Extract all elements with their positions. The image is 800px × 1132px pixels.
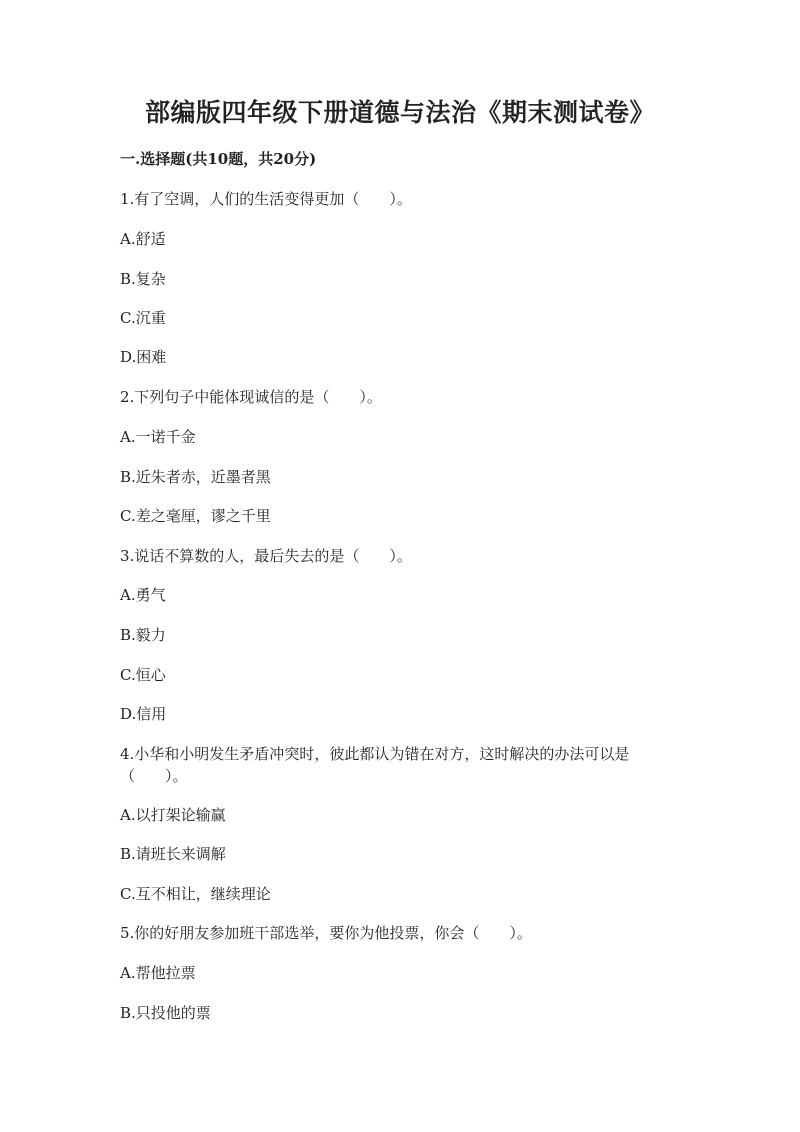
question-5-option-b[interactable]: B.只投他的票 — [120, 1004, 211, 1022]
question-3-option-a[interactable]: A.勇气 — [120, 586, 166, 604]
question-3-stem: 3.说话不算数的人，最后失去的是（ ）。 — [120, 547, 412, 565]
question-5-stem: 5.你的好朋友参加班干部选举，要你为他投票，你会（ ）。 — [120, 924, 532, 942]
question-4-option-b[interactable]: B.请班长来调解 — [120, 845, 226, 863]
question-4-stem: 4.小华和小明发生矛盾冲突时，彼此都认为错在对方，这时解决的办法可以是 — [120, 745, 630, 763]
question-2-option-b[interactable]: B.近朱者赤，近墨者黑 — [120, 468, 271, 486]
question-4-stem-continued: （ ）。 — [120, 767, 188, 785]
question-1-option-b[interactable]: B.复杂 — [120, 270, 166, 288]
section-heading: 一.选择题(共10题，共20分) — [120, 150, 317, 168]
question-1-option-c[interactable]: C.沉重 — [120, 309, 166, 327]
question-2-option-c[interactable]: C.差之毫厘，谬之千里 — [120, 507, 271, 525]
exam-title: 部编版四年级下册道德与法治《期末测试卷》 — [144, 98, 655, 127]
question-5-option-a[interactable]: A.帮他拉票 — [120, 964, 196, 982]
question-1-option-d[interactable]: D.困难 — [120, 348, 167, 366]
question-3-option-c[interactable]: C.恒心 — [120, 666, 166, 684]
question-4-option-a[interactable]: A.以打架论输赢 — [120, 806, 226, 824]
question-1-option-a[interactable]: A.舒适 — [120, 230, 166, 248]
question-1-stem: 1.有了空调，人们的生活变得更加（ ）。 — [120, 190, 412, 208]
question-2-option-a[interactable]: A.一诺千金 — [120, 428, 196, 446]
question-4-option-c[interactable]: C.互不相让，继续理论 — [120, 885, 271, 903]
question-3-option-d[interactable]: D.信用 — [120, 705, 167, 723]
question-3-option-b[interactable]: B.毅力 — [120, 626, 166, 644]
question-2-stem: 2.下列句子中能体现诚信的是（ ）。 — [120, 388, 382, 406]
